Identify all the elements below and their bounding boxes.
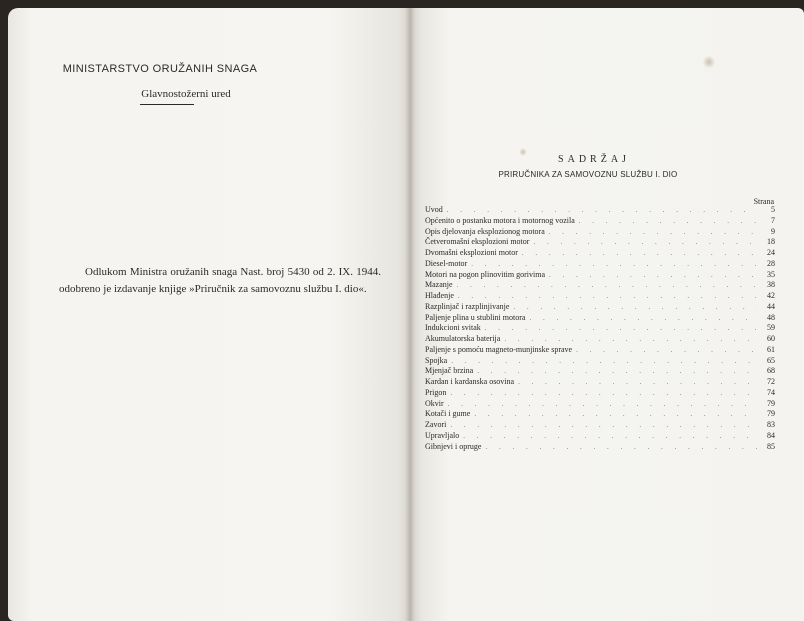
toc-entry-label: Motori na pogon plinovitim gorivima xyxy=(425,269,545,279)
toc-leader-dots xyxy=(463,431,757,442)
toc-entry-label: Diesel-motor xyxy=(425,258,468,268)
toc-entry-page: 72 xyxy=(767,377,775,386)
toc-entry-label: Četveromašni eksplozioni motor xyxy=(425,237,530,247)
toc-entry-page: 65 xyxy=(767,355,775,365)
toc-entry xyxy=(425,323,775,334)
toc-entry-label: Paljenje s pomoću magneto-munjinske sprave xyxy=(425,344,573,354)
office-subheading: Glavnostožerni ured xyxy=(141,88,231,100)
toc-entry-label: Spojka xyxy=(425,355,448,365)
ministry-heading: MINISTARSTVO ORUŽANIH SNAGA xyxy=(62,63,258,75)
toc-subtitle: PRIRUČNIKA ZA SAMOVOZNU SLUŽBU I. DIO xyxy=(498,170,678,179)
toc-leader-dots xyxy=(518,377,757,388)
toc-leader-dots xyxy=(533,237,757,248)
toc-leader-dots xyxy=(450,388,757,399)
toc-entry-label: Kardan i kardanska osovina xyxy=(425,377,515,386)
heading-rule xyxy=(140,104,194,105)
toc-entry xyxy=(425,409,775,420)
toc-entry xyxy=(425,205,775,216)
decree-paragraph xyxy=(59,264,381,297)
toc-leader-dots xyxy=(485,442,757,453)
toc-entry-label: Indukcioni svitak xyxy=(425,323,481,333)
toc-entry xyxy=(425,291,775,302)
toc-entry xyxy=(425,377,775,388)
toc-leader-dots xyxy=(457,280,757,291)
toc-entry-label: Hlađenje xyxy=(425,291,454,300)
toc-entry-label: Opis djelovanja eksplozionog motora xyxy=(425,226,545,236)
toc-entry-label: Mjenjač brzina xyxy=(425,366,474,376)
toc-entry xyxy=(425,259,775,270)
toc-entry xyxy=(425,270,775,281)
toc-leader-dots xyxy=(451,356,757,367)
toc-leader-dots xyxy=(504,334,757,345)
toc-entry-page: 83 xyxy=(767,420,775,429)
toc-entry-page: 9 xyxy=(771,226,775,236)
toc-entry-page: 61 xyxy=(767,344,775,354)
toc-entry xyxy=(425,420,775,431)
toc-leader-dots xyxy=(458,291,757,302)
toc-leader-dots xyxy=(576,345,757,356)
toc-entry xyxy=(425,399,775,410)
toc-entry-page: 48 xyxy=(767,312,775,322)
toc-entry-label: Zavori xyxy=(425,420,447,429)
toc-entry-label: Okvir xyxy=(425,398,444,408)
toc-entry-label: Uvod xyxy=(425,205,443,214)
toc-entry xyxy=(425,366,775,377)
toc-entry-page: 35 xyxy=(767,269,775,279)
toc-leader-dots xyxy=(471,259,757,270)
paper-stain xyxy=(519,148,527,156)
toc-entry xyxy=(425,227,775,238)
toc-entry xyxy=(425,345,775,356)
toc-leader-dots xyxy=(477,366,757,377)
toc-leader-dots xyxy=(549,270,757,281)
toc-entry xyxy=(425,334,775,345)
table-of-contents xyxy=(425,205,775,452)
toc-entry xyxy=(425,442,775,453)
toc-entry xyxy=(425,388,775,399)
toc-entry-label: Paljenje plina u stublini motora xyxy=(425,312,526,322)
toc-entry-page: 44 xyxy=(767,301,775,311)
toc-entry xyxy=(425,356,775,367)
toc-entry-page: 59 xyxy=(767,323,775,333)
decree-text: Odlukom Ministra oružanih snaga Nast. broj 5430 od 2. IX. 1944. odobreno je izdavanje knjige »Priručnik za samovoznu službu I. dio«. xyxy=(59,266,381,295)
toc-entry xyxy=(425,237,775,248)
toc-leader-dots xyxy=(522,248,757,259)
toc-entry-page: 42 xyxy=(767,291,775,300)
toc-entry-label: Dvomašni eksplozioni motor xyxy=(425,248,518,257)
toc-entry-page: 28 xyxy=(767,258,775,268)
toc-leader-dots xyxy=(474,409,757,420)
paper-stain xyxy=(702,56,716,68)
toc-entry-label: Upravljalo xyxy=(425,430,460,440)
toc-entry xyxy=(425,313,775,324)
toc-entry-label: Općenito o postanku motora i motornog vozila xyxy=(425,215,575,225)
toc-leader-dots xyxy=(579,216,757,227)
toc-leader-dots xyxy=(513,302,757,313)
book-gutter xyxy=(405,8,415,621)
toc-entry-label: Akumulatorska baterija xyxy=(425,334,501,343)
toc-entry-label: Razplinjač i razplinjivanje xyxy=(425,301,510,311)
page-column-header: Strana xyxy=(753,197,774,206)
toc-entry-page: 79 xyxy=(767,398,775,408)
toc-entry-page: 38 xyxy=(767,280,775,290)
toc-entry-label: Prigon xyxy=(425,387,447,397)
toc-entry-page: 84 xyxy=(767,430,775,440)
toc-entry xyxy=(425,431,775,442)
toc-entry xyxy=(425,280,775,291)
toc-entry-page: 60 xyxy=(767,334,775,343)
toc-entry-page: 79 xyxy=(767,409,775,419)
toc-entry-page: 24 xyxy=(767,248,775,257)
toc-leader-dots xyxy=(549,227,757,238)
toc-leader-dots xyxy=(448,399,757,410)
toc-title: SADRŽAJ xyxy=(558,154,630,165)
toc-leader-dots xyxy=(447,205,757,216)
toc-entry xyxy=(425,216,775,227)
toc-entry-page: 85 xyxy=(767,441,775,451)
toc-entry xyxy=(425,248,775,259)
toc-entry-page: 74 xyxy=(767,387,775,397)
toc-entry-label: Gibnjevi i opruge xyxy=(425,441,482,451)
toc-entry-page: 5 xyxy=(771,205,775,214)
toc-leader-dots xyxy=(450,420,757,431)
toc-entry-page: 68 xyxy=(767,366,775,376)
toc-entry-page: 7 xyxy=(771,215,775,225)
toc-leader-dots xyxy=(529,313,757,324)
toc-entry-label: Kotači i gume xyxy=(425,409,471,419)
toc-entry-label: Mazanje xyxy=(425,280,453,290)
toc-entry xyxy=(425,302,775,313)
toc-entry-page: 18 xyxy=(767,237,775,247)
toc-leader-dots xyxy=(485,323,757,334)
